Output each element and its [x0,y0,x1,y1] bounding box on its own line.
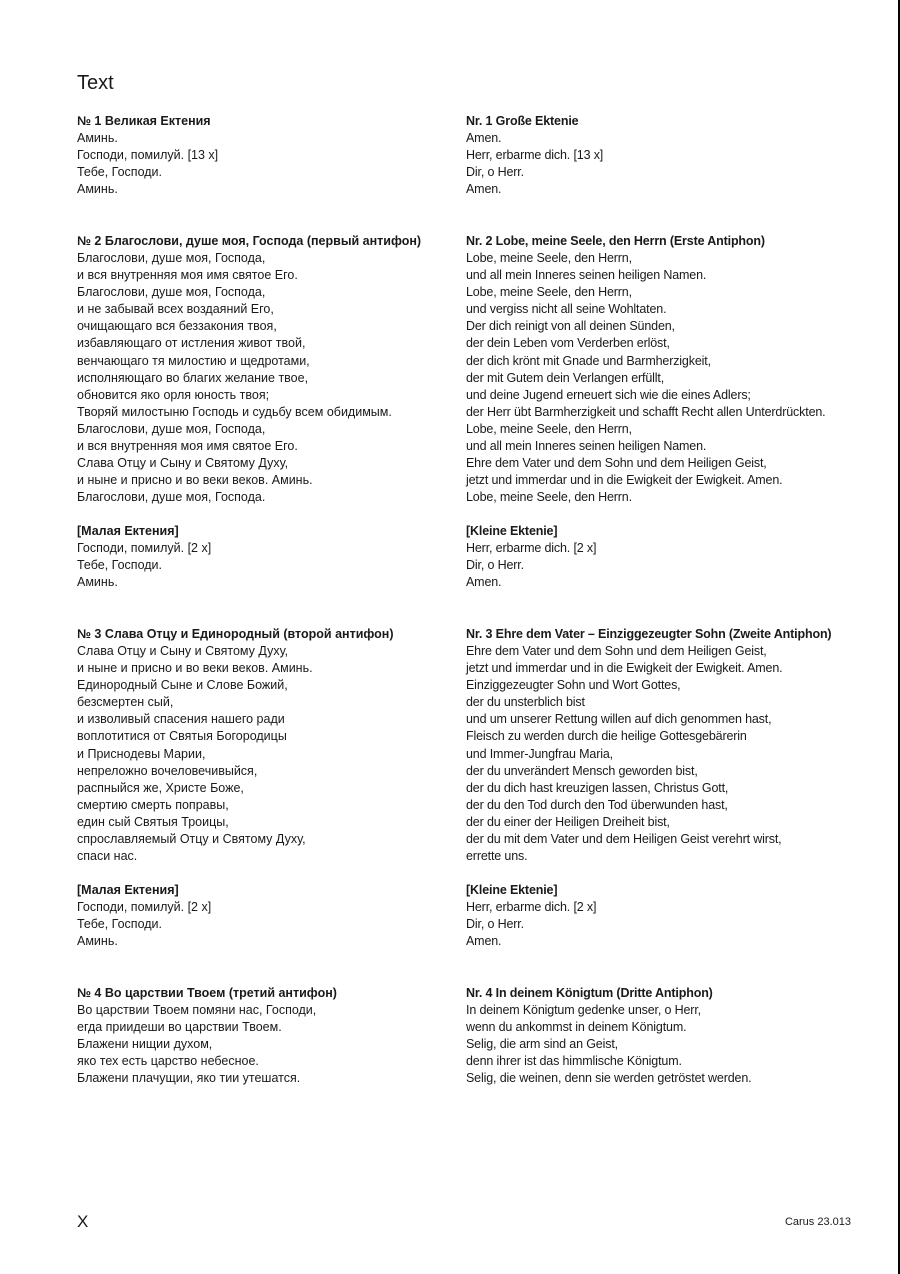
text-line: Блажени плачущии, яко тии утешатся. [77,1071,301,1086]
text-line: der du dich hast kreuzigen lassen, Christus Gott, [466,780,729,795]
text-line: Блажени нищии духом, [77,1037,213,1052]
text-line: Einziggezeugter Sohn und Wort Gottes, [466,678,681,693]
text-line: und Immer-Jungfrau Maria, [466,746,614,761]
text-line: непреложно вочеловечивыйся, [77,763,258,778]
text-line: Ehre dem Vater und dem Sohn und dem Heiligen Geist, [466,456,767,471]
text-line: и вся внутренняя моя имя святое Его. [77,439,298,454]
text-line: Творяй милостыню Господь и судьбу всем обидимым. [77,404,392,419]
text-line: Herr, erbarme dich. [2 x] [466,541,597,555]
text-line: Во царствии Твоем помяни нас, Господи, [77,1003,317,1017]
section-ru-4 [77,626,394,865]
text-line: Dir, o Herr. [466,558,524,573]
text-line: спрославляемый Отцу и Святому Духу, [77,832,306,847]
page-heading: Text [77,72,114,94]
text-line: jetzt und immerdar und in die Ewigkeit der Ewigkeit. Amen. [466,473,783,488]
text-line: der Herr übt Barmherzigkeit und schafft Recht allen Unterdrückten. [466,404,826,419]
text-line: der du unverändert Mensch geworden bist, [466,763,698,778]
text-line: спаси нас. [77,849,138,864]
text-line: Herr, erbarme dich. [13 x] [466,148,604,163]
text-line: и ныне и присно и во веки веков. Аминь. [77,661,313,676]
text-line: Господи, помилуй. [2 x] [77,541,212,555]
section-de-5 [466,882,596,950]
text-line: und all mein Inneres seinen heiligen Namen. [466,268,707,283]
text-line: wenn du ankommst in deinem Königtum. [466,1020,687,1035]
text-line: und um unserer Rettung willen auf dich genommen hast, [466,712,772,727]
text-line: Selig, die weinen, denn sie werden getröstet werden. [466,1071,752,1086]
text-line: и вся внутренняя моя имя святое Его. [77,268,298,283]
section-title: Nr. 3 Ehre dem Vater – Einziggezeugter Sohn (Zweite Antiphon) [466,627,832,641]
text-line: denn ihrer ist das himmlische Königtum. [466,1054,682,1069]
text-line: der dich krönt mit Gnade und Barmherzigkeit, [466,353,711,368]
text-line: Amen. [466,131,502,145]
section-title: № 3 Слава Отцу и Единородный (второй антифон) [77,627,394,641]
section-ru-6 [77,985,337,1087]
text-line: венчающаго тя милостию и щедротами, [77,353,310,368]
publisher-code: Carus 23.013 [784,1216,851,1228]
text-line: исполняющаго во благих желание твое, [77,370,309,385]
text-line: und all mein Inneres seinen heiligen Namen. [466,439,707,454]
text-line: der du einer der Heiligen Dreiheit bist, [466,814,670,829]
text-line: Amen. [466,934,502,949]
text-line: Lobe, meine Seele, den Herrn, [466,421,632,436]
text-line: очищающаго вся беззакония твоя, [77,319,277,334]
text-line: смертию смерть поправы, [77,797,229,812]
text-line: егда приидеши во царствии Твоем. [77,1020,282,1035]
text-line: Тебе, Господи. [77,558,162,573]
text-line: der dein Leben vom Verderben erlöst, [466,336,670,351]
text-line: Тебе, Господи. [77,165,162,180]
section-title: [Малая Ектения] [77,883,179,897]
section-title: № 4 Во царствии Твоем (третий антифон) [77,986,337,1000]
section-title: Nr. 2 Lobe, meine Seele, den Herrn (Erste Antiphon) [466,234,765,248]
text-line: и ныне и присно и во веки веков. Аминь. [77,473,313,488]
text-line: Аминь. [77,934,118,949]
text-line: Ehre dem Vater und dem Sohn und dem Heiligen Geist, [466,644,767,658]
text-line: Lobe, meine Seele, den Herrn, [466,251,632,265]
text-line: der du unsterblich bist [466,695,585,710]
section-ru-3 [77,523,211,591]
text-line: воплотитися от Святыя Богородицы [77,729,287,744]
text-line: jetzt und immerdar und in die Ewigkeit der Ewigkeit. Amen. [466,661,783,676]
text-line: Dir, o Herr. [466,165,524,180]
text-line: Благослови, душе моя, Господа, [77,421,266,436]
text-line: der mit Gutem dein Verlangen erfüllt, [466,370,665,385]
text-line: Слава Отцу и Сыну и Святому Духу, [77,456,289,471]
text-line: яко тех есть царство небесное. [77,1054,259,1069]
section-ru-5 [77,882,211,950]
text-line: распныйся же, Христе Боже, [77,780,244,795]
text-line: Fleisch zu werden durch die heilige Gottesgebärerin [466,729,747,744]
section-ru-1 [77,113,218,198]
text-line: Благослови, душе моя, Господа, [77,285,266,300]
section-de-6 [466,985,751,1087]
section-title: № 2 Благослови, душе моя, Господа (первый антифон) [77,234,422,248]
text-line: errette uns. [466,849,528,864]
text-line: Господи, помилуй. [2 x] [77,900,212,914]
text-line: Dir, o Herr. [466,917,524,932]
text-line: Аминь. [77,182,118,197]
text-line: Der dich reinigt von all deinen Sünden, [466,319,675,334]
text-line: Lobe, meine Seele, den Herrn. [466,490,632,505]
text-line: Lobe, meine Seele, den Herrn, [466,285,632,300]
section-title: [Малая Ектения] [77,524,179,538]
text-line: Благослови, душе моя, Господа, [77,251,266,265]
section-title: [Kleine Ektenie] [466,883,558,897]
text-line: Господи, помилуй. [13 x] [77,148,219,163]
text-line: един сый Святыя Троицы, [77,814,229,829]
text-line: Selig, die arm sind an Geist, [466,1037,618,1052]
section-title: № 1 Великая Ектения [77,114,211,128]
text-line: und vergiss nicht all seine Wohltaten. [466,302,667,317]
section-title: Nr. 4 In deinem Königtum (Dritte Antiphon) [466,986,713,1000]
page-number: X [77,1212,89,1231]
text-line: и изволивый спасения нашего ради [77,712,285,727]
text-line: In deinem Königtum gedenke unser, o Herr, [466,1003,701,1017]
text-line: Herr, erbarme dich. [2 x] [466,900,597,914]
text-line: der du mit dem Vater und dem Heiligen Geist verehrt wirst, [466,832,782,847]
text-line: und deine Jugend erneuert sich wie die eines Adlers; [466,387,751,402]
text-line: и не забывай всех воздаяний Его, [77,302,274,317]
text-line: Слава Отцу и Сыну и Святому Духу, [77,644,289,658]
text-line: и Приснодевы Марии, [77,746,206,761]
section-de-1 [466,113,603,198]
text-line: безсмертен сый, [77,695,174,710]
section-ru-2 [77,233,421,506]
text-line: der du den Tod durch den Tod überwunden hast, [466,797,728,812]
text-line: Amen. [466,182,502,197]
text-line: Аминь. [77,575,118,590]
text-line: обновится яко орля юность твоя; [77,387,270,402]
text-line: Тебе, Господи. [77,917,162,932]
text-line: Единородный Сыне и Слове Божий, [77,678,288,693]
text-line: Благослови, душе моя, Господа. [77,490,266,505]
text-line: Аминь. [77,131,118,145]
section-de-3 [466,523,596,591]
section-title: Nr. 1 Große Ektenie [466,114,579,128]
section-de-2 [466,233,826,506]
section-title: [Kleine Ektenie] [466,524,558,538]
text-line: избавляющаго от истления живот твой, [77,336,306,351]
section-de-4 [466,626,831,865]
text-line: Amen. [466,575,502,590]
